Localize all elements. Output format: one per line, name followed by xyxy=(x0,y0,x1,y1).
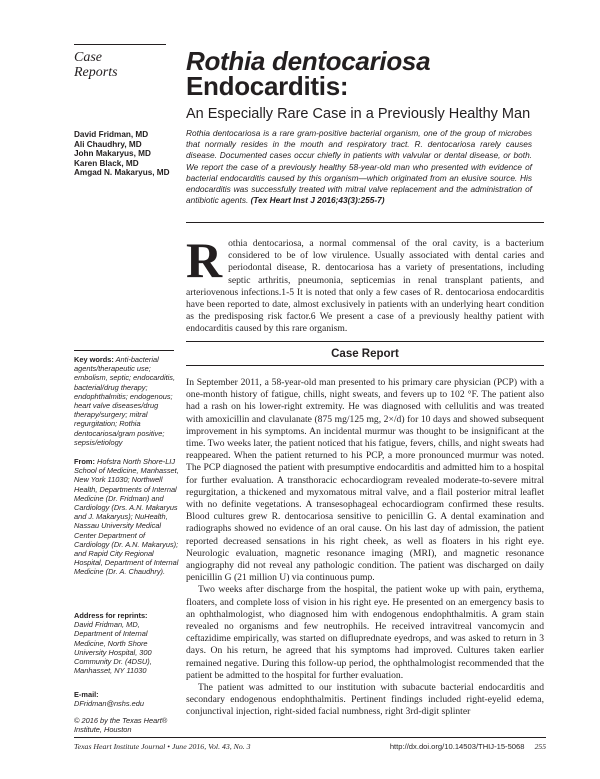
abstract-text: Rothia dentocariosa is a rare gram-positive bacterial organism, one of the group of microbes that normally resides in the mouth and respiratory tract. R. dentocariosa rarely causes disease. Documented cases occur chiefly in patients with valvular or dental disease, or both. We report the case of a previously healthy 58-year-old man who presented with evidence of bacterial endocarditis caused by this organism—which originated from an elusive source. His endocarditis was successfully treated with mitral valve replacement and the administration of antibiotic agents. xyxy=(186,128,532,206)
email-block xyxy=(74,690,179,708)
heading-rule-top xyxy=(186,341,544,342)
abstract-citation: (Tex Heart Inst J 2016;43(3):255-7) xyxy=(250,195,385,206)
from-text: Hofstra North Shore-LIJ School of Medicine, Manhasset, New York 11030; Northwell Health, Departments of Internal Medicine (Dr. Fridman) and Cardiology (Drs. A.N. Makaryus and J. Makaryus); NuHealth, Nassau University Medical Center Department of Cardiology (Dr. A.N. Makaryus); and Rapid City Regional Hospital, Department of Internal Medicine (Dr. A. Chaudhry). xyxy=(74,457,179,577)
doi-link[interactable]: http://dx.doi.org/10.14503/THIJ-15-5068 xyxy=(389,742,525,751)
heading-rule-bottom xyxy=(186,365,544,366)
intro-text: othia dentocariosa, a normal commensal of the oral cavity, is a bacterium considered to be of low virulence. Usually associated with dental caries and periodontal disease, R. dentocariosa has a variety of presentations, including septic arthritis, pneumonia, septicemias in renal transplant patients, and arteriovenous infections.1-5 It is noted that only a few cases of R. dentocariosa endocarditis have been reported to date, almost exclusively in patients with an underlying heart condition as the predisposing risk factor.6 We present a case of a previously healthy patient with endocarditis caused by this rare organism. xyxy=(186,238,544,335)
author: John Makaryus, MD xyxy=(74,149,151,159)
address-label: Address for reprints: xyxy=(74,611,148,620)
case-report-body xyxy=(186,377,544,719)
from-label: From: xyxy=(74,457,95,466)
author-list xyxy=(74,130,184,178)
email-link[interactable]: DFridman@nshs.edu xyxy=(74,699,144,709)
case-report-heading xyxy=(186,347,544,361)
section-label-line2: Reports xyxy=(74,65,118,80)
journal-citation: Texas Heart Institute Journal • June 2016, Vol. 43, No. 3 xyxy=(74,742,251,751)
section-label xyxy=(74,50,164,80)
keywords-label: Key words: xyxy=(74,355,114,364)
page-number: 255 xyxy=(534,742,546,751)
footer-right xyxy=(372,742,546,751)
body-paragraph: The patient was admitted to our institution with subacute bacterial endocarditis and secondary endogenous endophthalmitis. Pertinent findings included right-eyelid edema, conjunctival injection, right-sided facial numbness, right 3rd-digit splinter xyxy=(186,682,544,718)
affiliation-block xyxy=(74,457,179,577)
copyright-text: © 2016 by the Texas Heart® Institute, Houston xyxy=(74,716,168,735)
title-line1: Rothia dentocariosa xyxy=(186,46,431,76)
body-paragraph: Two weeks after discharge from the hospital, the patient woke up with pain, erythema, floaters, and complete loss of vision in his right eye. He presented on an emergency basis to an ophthalmologist, who diagnosed him with endogenous endophthalmitis. A gram stain revealed no organisms and few neutrophils. He received intravitreal vancomycin and ceftazidime empirically, was started on difluprednate eyedrops, and was asked to return in 3 days. On his return, he agreed that his symptoms had improved. Cultures taken earlier remained negative. During this follow-up period, the ophthalmologist recommended that the patient be admitted to the hospital for further evaluation. xyxy=(186,584,544,681)
author: Ali Chaudhry, MD xyxy=(74,139,142,149)
author: Karen Black, MD xyxy=(74,158,139,168)
heading-text: Case Report xyxy=(331,348,399,360)
section-label-line1: Case xyxy=(74,50,102,65)
sidebar-rule xyxy=(74,350,174,351)
author: Amgad N. Makaryus, MD xyxy=(74,168,170,178)
article-title xyxy=(186,46,546,101)
title-line2: Endocarditis: xyxy=(186,71,349,101)
drop-cap: R xyxy=(186,232,223,288)
intro-paragraph xyxy=(186,232,544,336)
article-subtitle: An Especially Rare Case in a Previously Healthy Man xyxy=(186,106,531,122)
copyright-block xyxy=(74,716,179,734)
section-label-rule xyxy=(74,44,166,45)
address-text: David Fridman, MD, Department of Internal Medicine, North Shore University Hospital, 300 Community Dr. (4DSU), Manhasset, NY 11030 xyxy=(74,620,152,676)
footer-rule xyxy=(74,737,546,738)
reprint-address-block xyxy=(74,611,179,675)
keywords-text: Anti-bacterial agents/therapeutic use; embolism, septic; endocarditis, bacterial/drug therapy; endophthalmitis; endogenous; heart valve diseases/drug therapy/surgery; mitral regurgitation; Rothia dentocariosa/gram positive; sepsis/etiology xyxy=(74,355,176,447)
keywords-block xyxy=(74,355,179,447)
abstract-divider xyxy=(186,222,544,223)
email-label: E-mail: xyxy=(74,690,99,699)
body-paragraph: In September 2011, a 58-year-old man presented to his primary care physician (PCP) with a one-month history of fatigue, chills, night sweats, and fevers up to 102 °F. The patient also had a rash on his lower-right extremity. He was diagnosed with cellulitis and was treated with amoxicillin and clavulanate (875 mg/125 mg, 2×/d) for 10 days and showed subsequent improvement in his symptoms. An incidental murmur was thought to be insignificant at the time. Two weeks later, the patient noticed that his fatigue, fevers, chills, and night sweats had reappeared. When the patient returned to his PCP, a more pronounced murmur was noted. The PCP diagnosed the patient with presumptive endocarditis and admitted him to a hospital for further evaluation. A transthoracic echocardiogram revealed moderate-to-severe mitral regurgitation, a thickened and myxomatous mitral valve, and a flail posterior mitral leaflet with no definite vegetations. A transesophageal echocardiogram confirmed these results. Blood cultures grew R. dentocariosa sensitive to penicillin G. A dental examination and radiographs showed no evidence of an oral cause. On his last day of admission, the patient reported decreased sensations in his right cheek, as well as floaters in his right eye. Neurologic evaluation, magnetic resonance imaging (MRI), and magnetic resonance angiography did not reveal any pathologic condition. The patient was discharged on daily penicillin G (21 million U) via continuous pump. xyxy=(186,377,544,584)
author: David Fridman, MD xyxy=(74,130,149,139)
abstract xyxy=(186,128,532,206)
